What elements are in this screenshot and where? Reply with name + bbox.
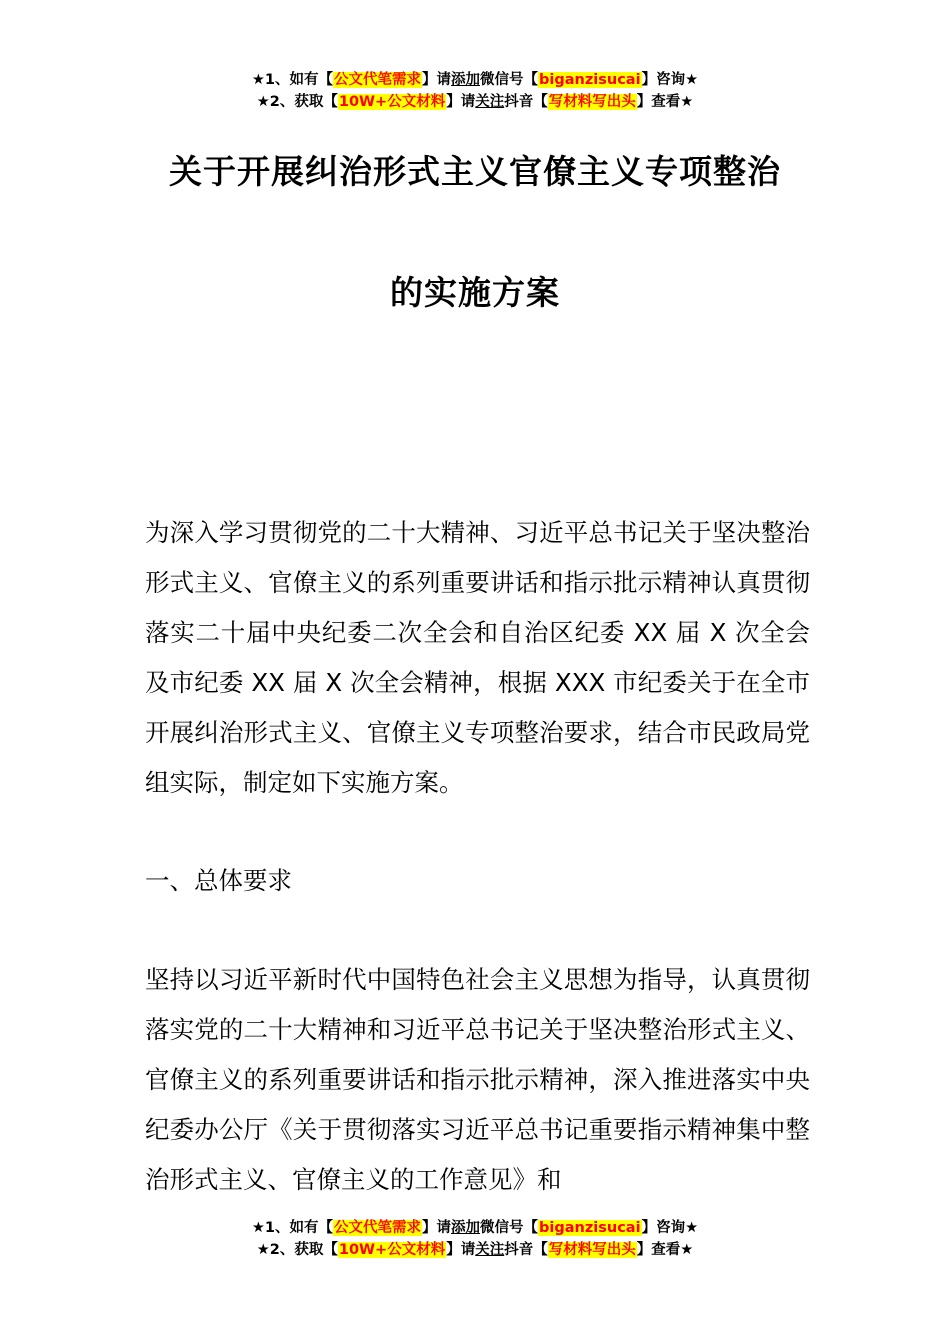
promo-line-1: ★1、如有【公文代笔需求】请添加微信号【biganzisucai】咨询★: [251, 72, 699, 88]
wechat-id: biganzisucai: [539, 72, 641, 88]
body-paragraph-2: 坚持以习近平新时代中国特色社会主义思想为指导，认真贯彻落实党的二十大精神和习近平总书记关于坚决整治形式主义、官僚主义的系列重要讲话和指示批示精神，深入推进落实中央纪委办公厅《关于贯彻落实习近平总书记重要指示精神集中整治形式主义、官僚主义的工作意见》和: [145, 965, 810, 1194]
promo-line-2: ★2、获取【10W+公文材料】请关注抖音【写材料写出头】查看★: [256, 94, 694, 110]
body-paragraph-1: 为深入学习贯彻党的二十大精神、习近平总书记关于坚决整治形式主义、官僚主义的系列重要讲话和指示批示精神认真贯彻落实二十届中央纪委二次全会和自治区纪委 XX 届 X 次全会及市纪委 XX 届 X 次全会精神，根据 XXX 市纪委关于在全市开展纠治形式主义、官僚主义专项整治要求，结合市民政局党组实际，制定如下实施方案。: [145, 518, 810, 797]
promo-highlight: 10W+公文材料: [338, 1242, 446, 1258]
promo-line-1: ★1、如有【公文代笔需求】请添加微信号【biganzisucai】咨询★: [251, 1220, 699, 1236]
promo-banner-top: [0, 69, 950, 113]
document-title-line-2: 的实施方案: [390, 273, 560, 312]
promo-highlight: 10W+公文材料: [338, 94, 446, 110]
wechat-id: biganzisucai: [539, 1220, 641, 1236]
promo-banner-bottom: [0, 1217, 950, 1261]
douyin-account: 写材料写出头: [548, 1242, 636, 1258]
promo-highlight: 公文代笔需求: [334, 72, 422, 88]
douyin-account: 写材料写出头: [548, 94, 636, 110]
promo-highlight: 公文代笔需求: [334, 1220, 422, 1236]
promo-line-2: ★2、获取【10W+公文材料】请关注抖音【写材料写出头】查看★: [256, 1242, 694, 1258]
section-heading-1: 一、总体要求: [145, 866, 292, 895]
document-title-line-1: 关于开展纠治形式主义官僚主义专项整治: [169, 152, 781, 191]
